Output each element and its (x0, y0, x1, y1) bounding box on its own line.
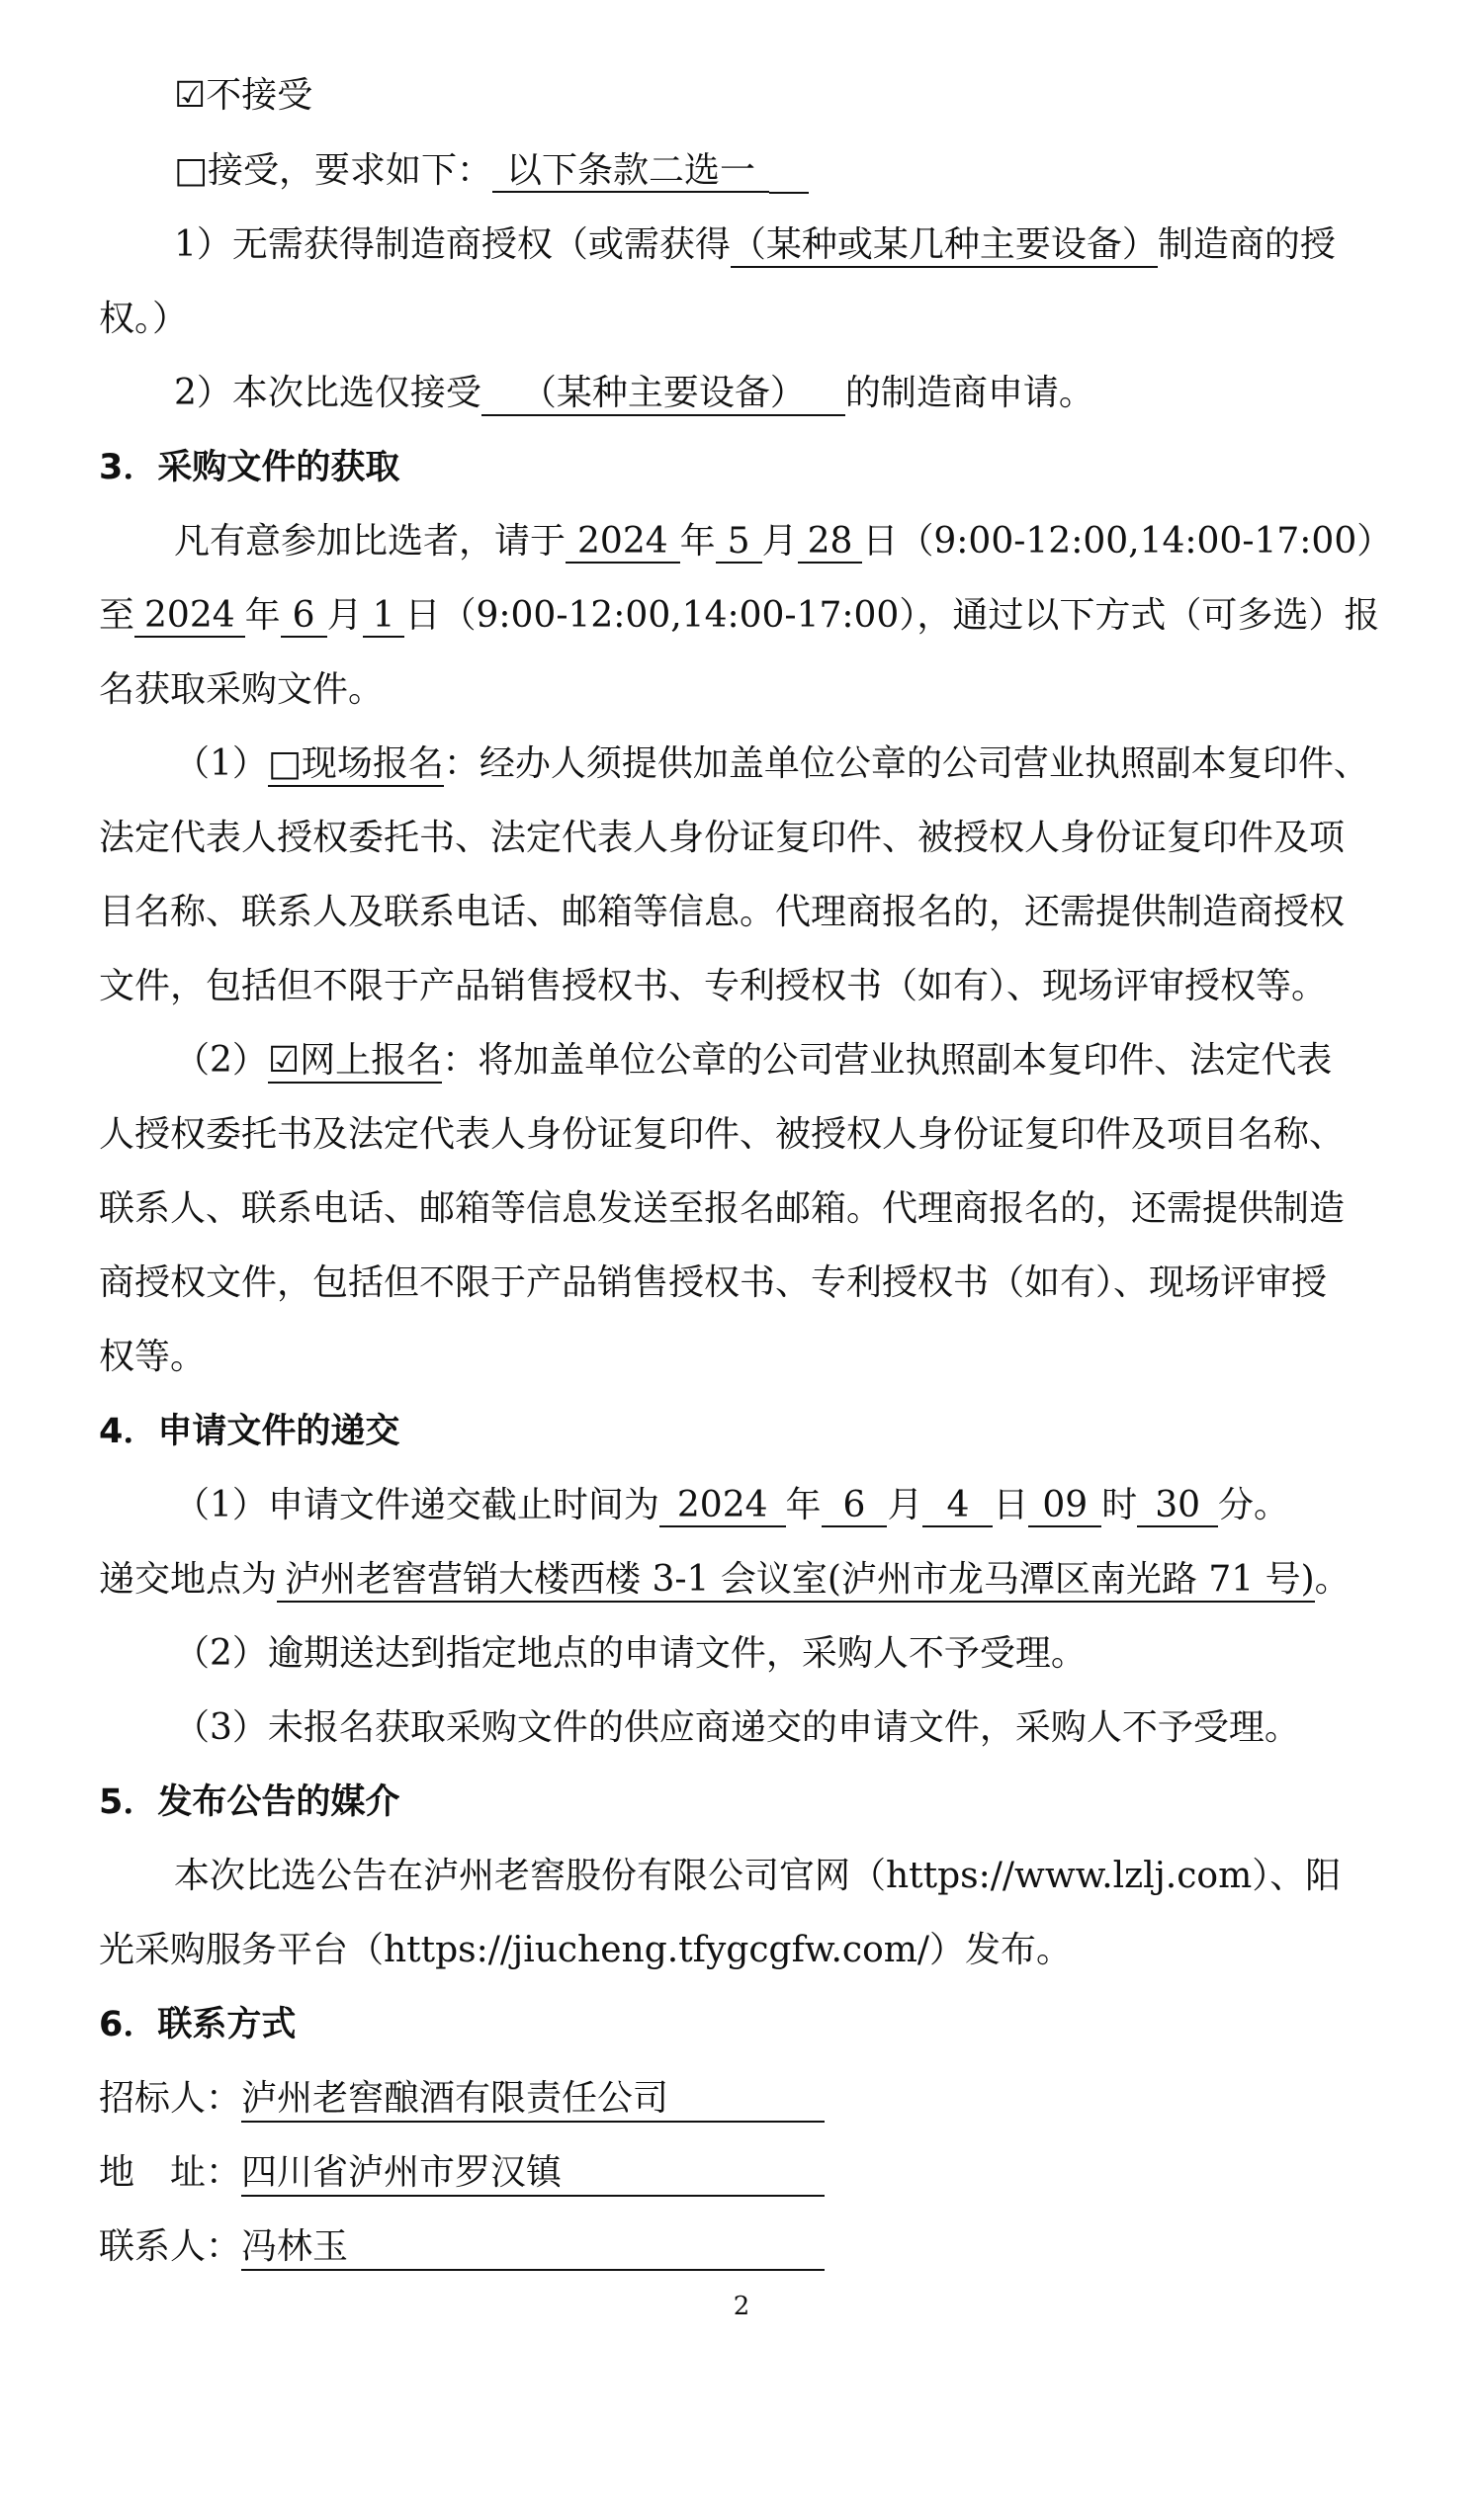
submission-location: 递交地点为 泸州老窖营销大楼西楼 3-1 会议室(泸州市龙马潭区南光路 71 号)。 (99, 1555, 1351, 1605)
address-label: 地 址： (99, 2152, 242, 2193)
tenderer-value: 泸州老窖酿酒有限责任公司 (241, 2077, 825, 2123)
option-2-equipment: （某种主要设备） (481, 373, 845, 416)
media-line-2: 光采购服务平台（https://jiucheng.tfygcgfw.com/）发布。 (99, 1930, 1073, 1970)
section-4-heading: 4．申请文件的递交 (99, 1412, 400, 1451)
acquire-period-line-3: 名获取采购文件。 (99, 669, 385, 710)
submission-address: 泸州老窖营销大楼西楼 3-1 会议室(泸州市龙马潭区南光路 71 号) (277, 1559, 1315, 1603)
online-registration-line-4: 商授权文件，包括但不限于产品销售授权书、专利授权书（如有）、现场评审授 (99, 1262, 1328, 1303)
acquire-period-line-1: 凡有意参加比选者，请于 2024 年 5 月 28 日（9:00-12:00,14:00-17:00） (174, 521, 1393, 562)
online-registration-line-2: 人授权委托书及法定代表人身份证复印件、被授权人身份证复印件及项目名称、 (99, 1114, 1346, 1155)
onsite-registration-line-1: （1）□现场报名：经办人须提供加盖单位公章的公司营业执照副本复印件、 (174, 739, 1369, 789)
page-number: 2 (733, 2292, 750, 2321)
option-1-line-1: 1）无需获得制造商授权（或需获得（某种或某几种主要设备）制造商的授 (174, 220, 1336, 270)
contact-value: 冯林玉 (241, 2225, 825, 2271)
option-2: 2）本次比选仅接受 （某种主要设备） 的制造商申请。 (174, 369, 1094, 418)
contact-row (99, 2222, 825, 2272)
accept-option: □接受，要求如下： 以下条款二选一 (174, 146, 809, 196)
late-submission-note: （2）逾期送达到指定地点的申请文件，采购人不予受理。 (174, 1633, 1087, 1674)
section-6-heading: 6．联系方式 (99, 2005, 297, 2044)
contact-label: 联系人： (99, 2226, 242, 2267)
online-registration-label: ☑网上报名 (268, 1040, 442, 1084)
accept-requirement: 以下条款二选一 (492, 150, 769, 193)
acquire-period-line-2: 至 2024 年 6 月 1 日（9:00-12:00,14:00-17:00），通过以下方式（可多选）报 (99, 595, 1380, 636)
online-registration-line-5: 权等。 (99, 1337, 207, 1377)
section-3-heading: 3．采购文件的获取 (99, 448, 400, 487)
address-row (99, 2148, 825, 2198)
online-registration-line-1: （2）☑网上报名：将加盖单位公章的公司营业执照副本复印件、法定代表 (174, 1036, 1332, 1086)
online-registration-line-3: 联系人、联系电话、邮箱等信息发送至报名邮箱。代理商报名的，还需提供制造 (99, 1188, 1346, 1229)
section-5-heading: 5．发布公告的媒介 (99, 1782, 400, 1822)
submission-deadline: （1）申请文件递交截止时间为 2024 年 6 月 4 日 09 时 30 分。 (174, 1485, 1290, 1525)
onsite-registration-line-4: 文件，包括但不限于产品销售授权书、专利授权书（如有）、现场评审授权等。 (99, 966, 1328, 1006)
option-1-line-2: 权。） (99, 299, 189, 339)
onsite-registration-label: □现场报名 (268, 743, 444, 787)
onsite-registration-line-3: 目名称、联系人及联系电话、邮箱等信息。代理商报名的，还需提供制造商授权 (99, 892, 1346, 932)
media-line-1: 本次比选公告在泸州老窖股份有限公司官网（https://www.lzlj.com）、阳 (174, 1856, 1342, 1896)
address-value: 四川省泸州市罗汉镇 (241, 2151, 825, 2197)
unregistered-note: （3）未报名获取采购文件的供应商递交的申请文件，采购人不予受理。 (174, 1707, 1300, 1748)
option-1-equipment: （某种或某几种主要设备） (731, 224, 1158, 268)
onsite-registration-line-2: 法定代表人授权委托书、法定代表人身份证复印件、被授权人身份证复印件及项 (99, 818, 1346, 858)
tenderer-row (99, 2074, 825, 2124)
tenderer-label: 招标人： (99, 2078, 242, 2119)
not-accept-option: ☑不接受 (174, 75, 313, 116)
